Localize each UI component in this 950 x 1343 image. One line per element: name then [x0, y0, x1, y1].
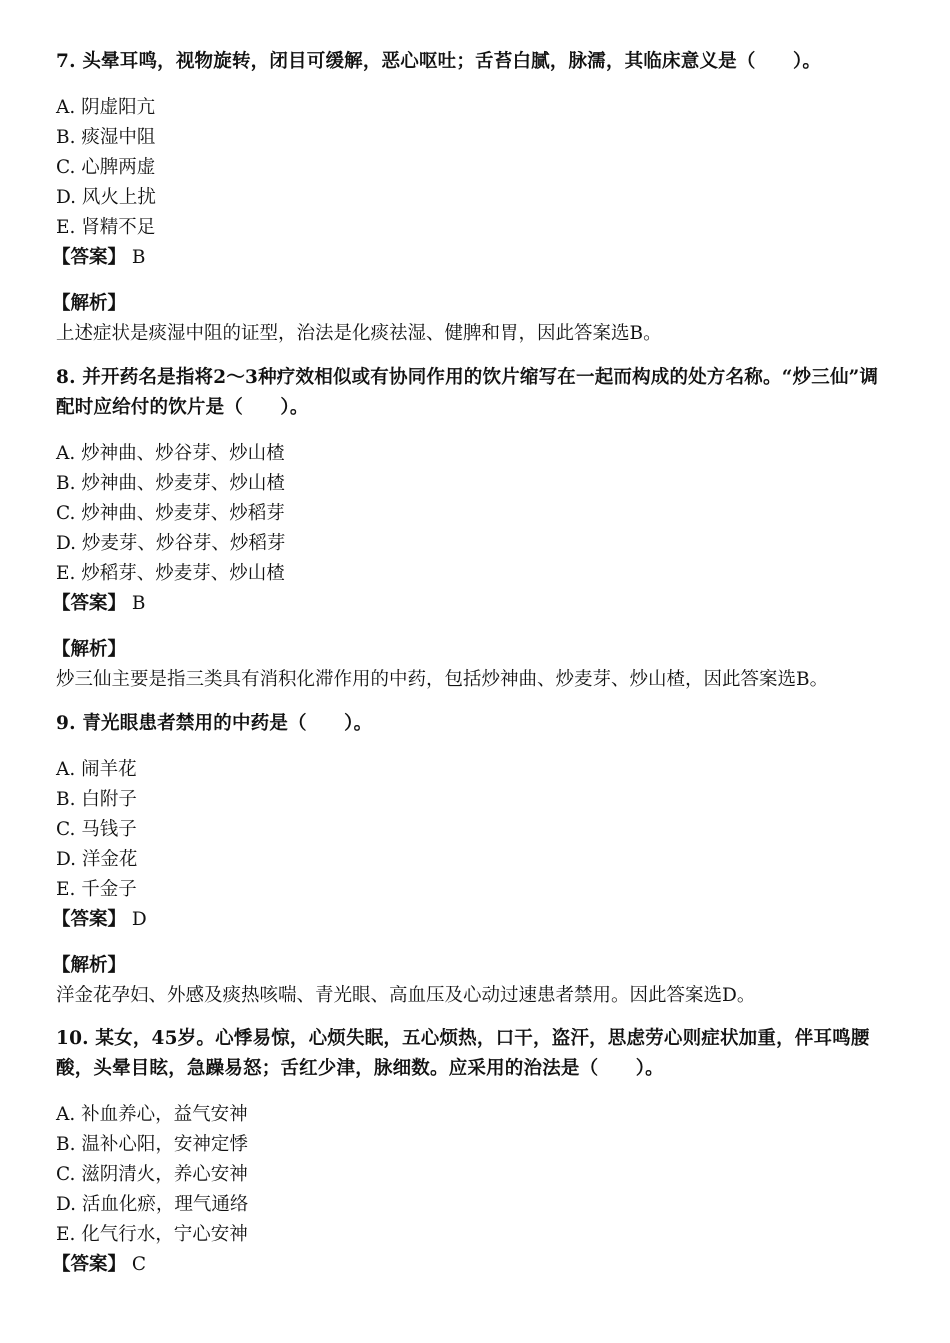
answer-label: 【答案】 [52, 593, 127, 614]
explanation-text: 洋金花孕妇、外感及痰热咳喘、青光眼、高血压及心动过速患者禁用。因此答案选D。 [56, 985, 756, 1006]
answer-value: B [131, 247, 146, 268]
option-c: C. 马钱子 [56, 819, 137, 840]
answer-line [52, 1250, 870, 1280]
explanation-label: 【解析】 [52, 293, 127, 314]
explanation-label: 【解析】 [52, 955, 127, 976]
option-list [56, 755, 755, 905]
option-e: E. 炒稻芽、炒麦芽、炒山楂 [56, 563, 285, 584]
answer-value: C [131, 1254, 147, 1275]
question-7 [52, 47, 822, 349]
option-list [56, 1100, 870, 1250]
option-b: B. 痰湿中阻 [56, 127, 156, 148]
option-b: B. 白附子 [56, 789, 137, 810]
answer-label: 【答案】 [52, 1254, 127, 1275]
question-10 [52, 1024, 870, 1280]
option-d: D. 洋金花 [56, 849, 138, 870]
answer-label: 【答案】 [52, 247, 127, 268]
answer-value: D [131, 909, 147, 930]
option-list [56, 93, 821, 243]
answer-value: B [131, 593, 146, 614]
option-d: D. 炒麦芽、炒谷芽、炒稻芽 [56, 533, 286, 554]
question-8 [52, 363, 879, 695]
explanation-text: 炒三仙主要是指三类具有消积化滞作用的中药，包括炒神曲、炒麦芽、炒山楂，因此答案选B。 [56, 669, 829, 690]
question-stem-line-2: 酸，头晕目眩，急躁易怒；舌红少津，脉细数。应采用的治法是（ ）。 [56, 1058, 664, 1079]
explanation-text: 上述症状是痰湿中阻的证型，治法是化痰祛湿、健脾和胃，因此答案选B。 [56, 323, 662, 344]
option-a: A. 补血养心，益气安神 [56, 1104, 248, 1125]
answer-line [52, 589, 878, 619]
option-c: C. 心脾两虚 [56, 157, 156, 178]
option-e: E. 肾精不足 [56, 217, 156, 238]
answer-line [52, 905, 755, 935]
question-stem: 7. 头晕耳鸣，视物旋转，闭目可缓解，恶心呕吐；舌苔白腻，脉濡，其临床意义是（ ）。 [56, 51, 822, 72]
question-stem-line-1: 10. 某女，45岁。心悸易惊，心烦失眠，五心烦热，口干，盗汗，思虑劳心则症状加重，伴耳鸣腰 [56, 1028, 870, 1049]
option-b: B. 炒神曲、炒麦芽、炒山楂 [56, 473, 285, 494]
option-a: A. 炒神曲、炒谷芽、炒山楂 [56, 443, 285, 464]
option-a: A. 闹羊花 [56, 759, 137, 780]
option-b: B. 温补心阳，安神定悸 [56, 1134, 248, 1155]
question-stem: 9. 青光眼患者禁用的中药是（ ）。 [56, 713, 373, 734]
option-c: C. 滋阴清火，养心安神 [56, 1164, 248, 1185]
question-9 [52, 709, 756, 1011]
answer-label: 【答案】 [52, 909, 127, 930]
explanation-label: 【解析】 [52, 639, 127, 660]
option-d: D. 风火上扰 [56, 187, 156, 208]
answer-line [52, 243, 821, 273]
option-a: A. 阴虚阳亢 [56, 97, 156, 118]
option-e: E. 千金子 [56, 879, 137, 900]
question-stem-line-2: 配时应给付的饮片是（ ）。 [56, 397, 309, 418]
option-d: D. 活血化瘀，理气通络 [56, 1194, 249, 1215]
option-c: C. 炒神曲、炒麦芽、炒稻芽 [56, 503, 285, 524]
option-list [56, 439, 878, 589]
option-e: E. 化气行水，宁心安神 [56, 1224, 248, 1245]
question-stem-line-1: 8. 并开药名是指将2～3种疗效相似或有协同作用的饮片缩写在一起而构成的处方名称。“炒三仙”调 [56, 367, 879, 388]
